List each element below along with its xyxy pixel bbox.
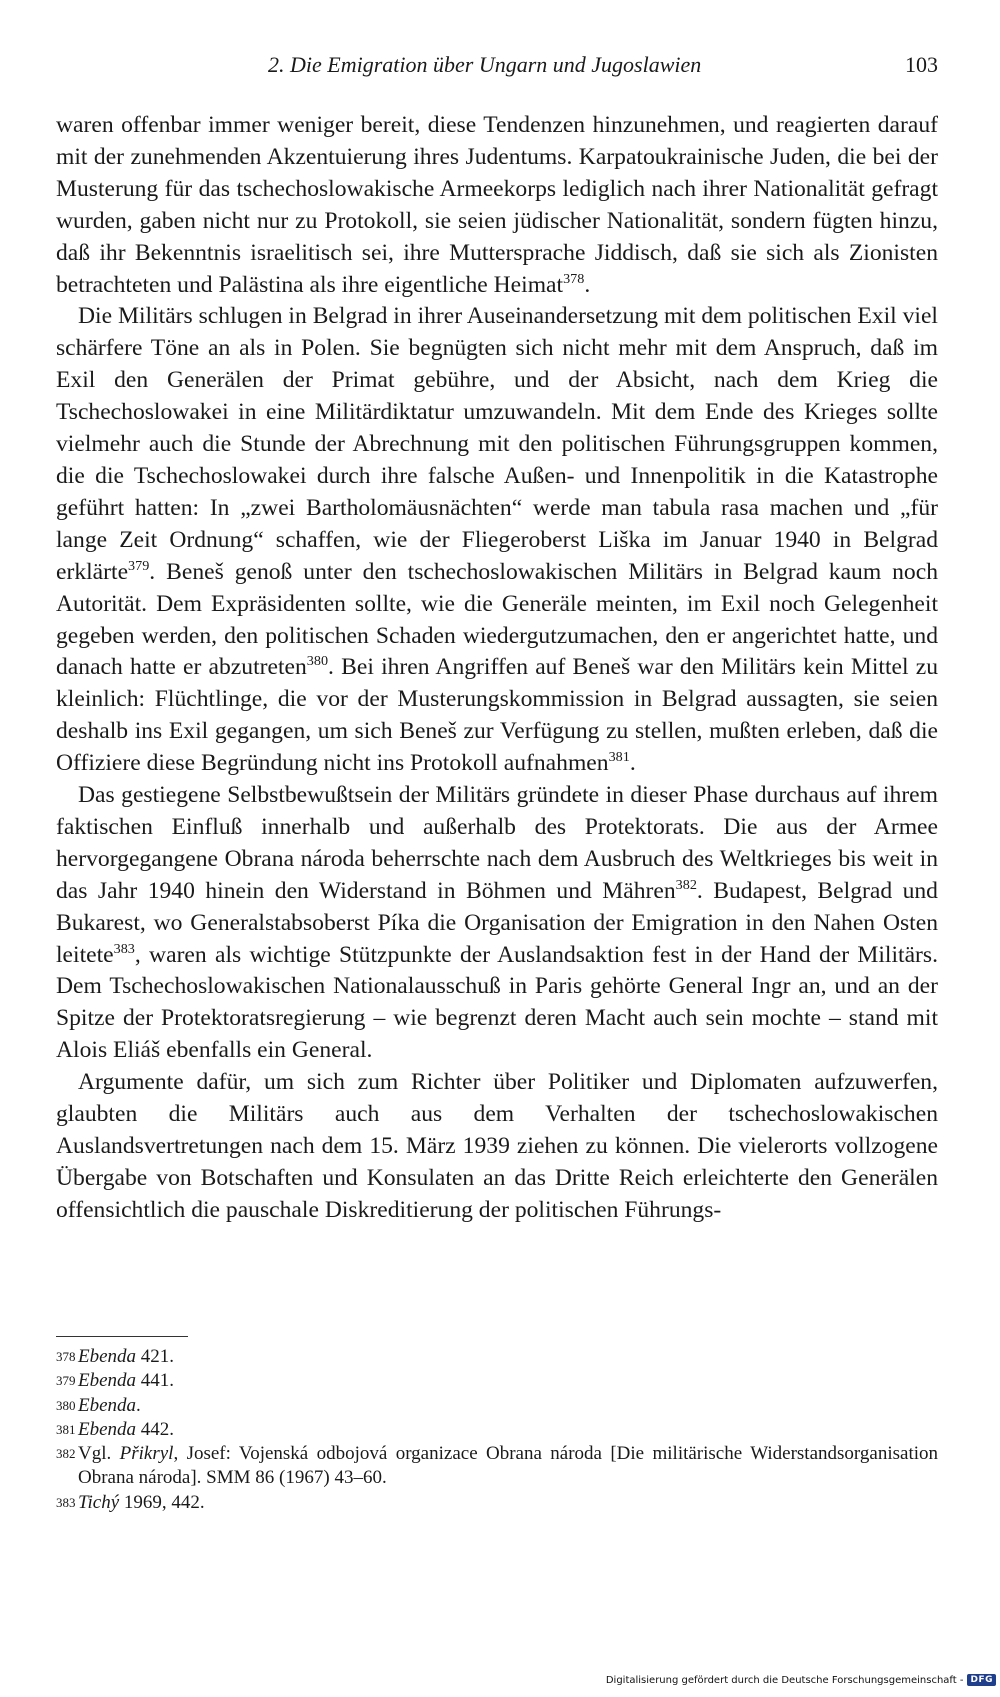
footnote-ref-383: 383 <box>113 940 135 957</box>
footnotes <box>56 1345 938 1515</box>
footnote-ref-381: 381 <box>608 749 630 766</box>
footnote-ref-378: 378 <box>563 270 585 287</box>
footnote-separator <box>56 1336 188 1337</box>
body-text <box>56 110 938 1227</box>
chapter-title: 2. Die Emigration über Ungarn und Jugoslawien <box>268 52 702 77</box>
page-number: 103 <box>905 52 938 77</box>
footnote-382: 382 Vgl. Přikryl, Josef: Vojenská odbojová organizace Obrana národa [Die militärische Widerstandsorganisation Obrana národa]. SMM 86 (1967) 43–60. <box>56 1443 938 1489</box>
footnote-380: 380 Ebenda. <box>56 1394 141 1416</box>
dfg-logo: DFG <box>967 1674 996 1686</box>
paragraph-1: waren offenbar immer weniger bereit, diese Tendenzen hinzunehmen, und reagierten darauf mit der zunehmenden Akzentuierung ihres Judentums. Karpatoukrainische Juden, die bei der Musterung für das tschechoslowakische Armeekorps lediglich nach ihrer Nationalität gefragt wurden, gaben nicht nur zu Protokoll, sie seien jüdischer Nationalität, sondern fügten hinzu, daß ihr Bekenntnis israelitisch sei, ihre Muttersprache Jiddisch, daß sie sich als Zionisten betrachteten und Palästina als ihre eigentliche Heimat$^{378}$. <box>56 112 938 298</box>
footnote-ref-379: 379 <box>128 557 150 574</box>
digitization-credit <box>606 1671 996 1689</box>
paragraph-4: Argumente dafür, um sich zum Richter über Politiker und Diplomaten aufzuwerfen, glaubten die Militärs auch aus dem Verhalten der tschechoslowakischen Auslandsvertretungen nach dem 15. März 1939 ziehen zu können. Die vielerorts vollzogene Übergabe von Botschaften und Konsulaten an das Dritte Reich erleichterte den Generälen offensichtlich die pauschale Diskreditierung der politischen Führungs- <box>56 1069 938 1223</box>
footnote-ref-382: 382 <box>675 876 697 893</box>
footnote-379: 379 Ebenda 441. <box>56 1370 175 1392</box>
running-head <box>56 52 938 82</box>
footnote-383: 383 Tichý 1969, 442. <box>56 1491 205 1513</box>
paragraph-3: Das gestiegene Selbstbewußtsein der Militärs gründete in dieser Phase durchaus auf ihrem faktischen Einfluß innerhalb und außerhalb des Protektorats. Die aus der Armee hervorgegangene Obrana národa beherrschte nach dem Ausbruch des Weltkrieges bis weit in das Jahr 1940 hinein den Widerstand in Böhmen und Mähren$^{382}$. Budapest, Belgrad und Bukarest, wo Generalstabsoberst Píka die Organisation der Emigration in den Nahen Osten leitete$^{383}$, waren als wichtige Stützpunkte der Auslandsaktion fest in der Hand der Militärs. Dem Tschechoslowakischen Nationalausschuß in Paris gehörte General Ingr an, und an der Spitze der Protektoratsregierung – wie begrenzt deren Macht auch sein mochte – stand mit Alois Eliáš ebenfalls ein General. <box>56 782 938 1064</box>
paragraph-2: Die Militärs schlugen in Belgrad in ihrer Auseinandersetzung mit dem politischen Exil viel schärfere Töne an als in Polen. Sie begnügten sich nicht mehr mit dem Anspruch, daß im Exil den Generälen der Primat gebühre, und der Absicht, nach dem Krieg die Tschechoslowakei in eine Militärdiktatur umzuwandeln. Mit dem Ende des Krieges sollte vielmehr auch die Stunde der Abrechnung mit den politischen Führungsgruppen kommen, die die Tschechoslowakei durch ihre falsche Außen- und Innenpolitik in die Katastrophe geführt hatten: In „zwei Bartholomäusnächten“ werde man tabula rasa machen und „für lange Zeit Ordnung“ schaffen, wie der Fliegeroberst Liška im Januar 1940 in Belgrad erklärte$^{379}$. Beneš genoß unter den tschechoslowakischen Militärs in Belgrad kaum noch Autorität. Dem Expräsidenten sollte, wie die Generäle meinten, im Exil noch Gelegenheit gegeben werden, den politischen Schaden wiedergutzumachen, den er angerichtet hatte, und danach hatte er abzutreten$^{380}$. Bei ihren Angriffen auf Beneš war den Militärs kein Mittel zu kleinlich: Flüchtlinge, die vor der Musterungskommission in Belgrad aussagten, sie seien deshalb ins Exil gegangen, um sich Beneš zur Verfügung zu stellen, mußten erleben, daß die Offiziere diese Begründung nicht ins Protokoll aufnahmen$^{381}$. <box>56 303 938 777</box>
footnote-378: 378 Ebenda 421. <box>56 1346 175 1367</box>
footnote-381: 381 Ebenda 442. <box>56 1418 175 1440</box>
footnote-ref-380: 380 <box>306 653 329 670</box>
credit-text: Digitalisierung gefördert durch die Deutsche Forschungsgemeinschaft - <box>605 1674 964 1686</box>
